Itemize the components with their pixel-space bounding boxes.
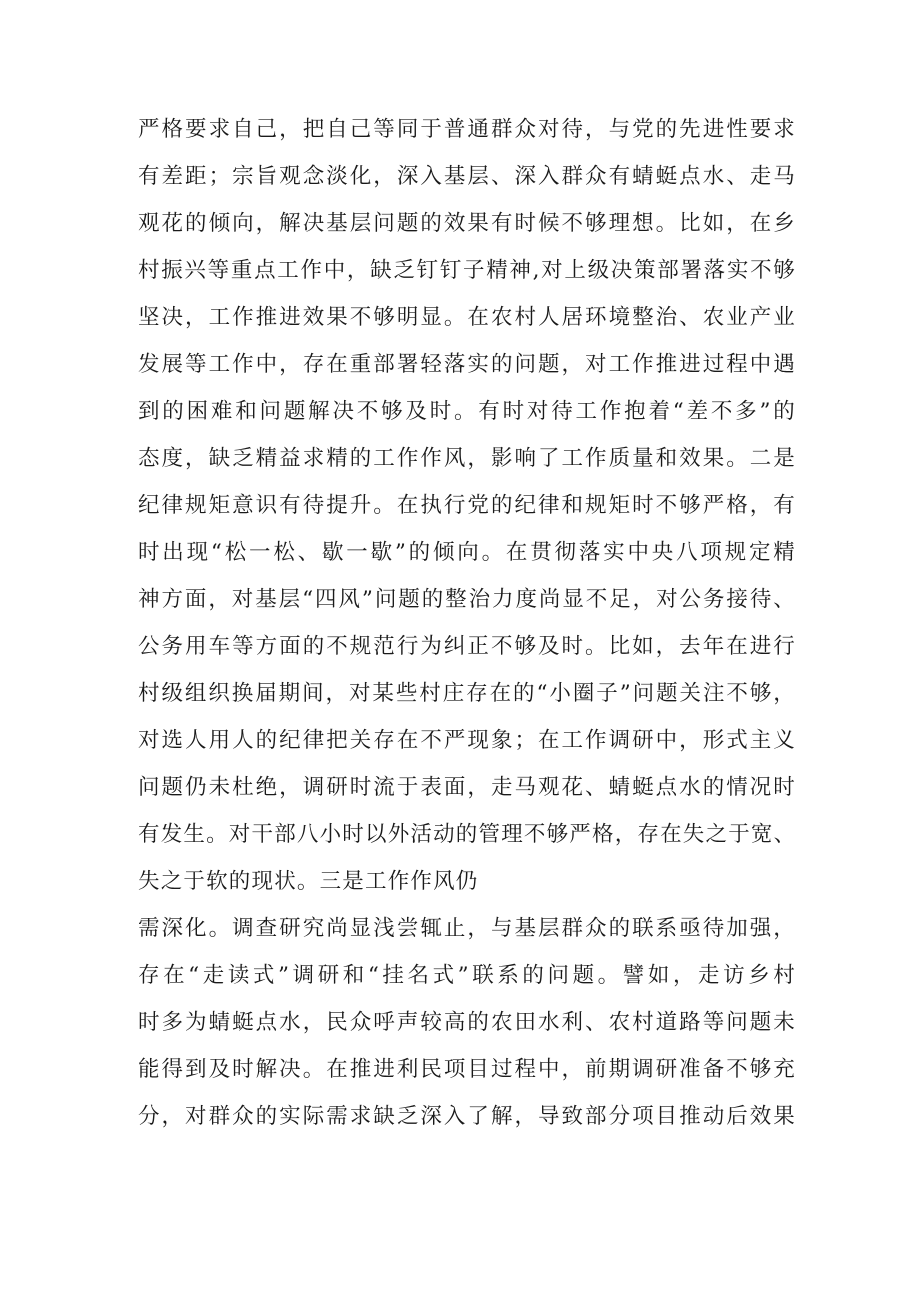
- text-line-18: 需深化。调查研究尚显浅尝辄止，与基层群众的联系亟待加强，: [138, 916, 796, 941]
- text-line-4: 村振兴等重点工作中，缺乏钉钉子精神,对上级决策部署落实不够: [138, 258, 796, 283]
- text-line-9: 纪律规矩意识有待提升。在执行党的纪律和规矩时不够严格，有: [138, 493, 796, 518]
- text-line-15: 问题仍未杜绝，调研时流于表面，走马观花、蜻蜓点水的情况时: [138, 775, 796, 800]
- text-line-17: 失之于软的现状。三是工作作风仍: [138, 869, 479, 894]
- text-line-14: 对选人用人的纪律把关存在不严现象；在工作调研中，形式主义: [138, 728, 796, 753]
- text-line-7: 到的困难和问题解决不够及时。有时对待工作抱着“差不多”的: [138, 399, 796, 424]
- text-line-12: 公务用车等方面的不规范行为纠正不够及时。比如，去年在进行: [138, 634, 796, 659]
- text-line-13: 村级组织换届期间，对某些村庄存在的“小圈子”问题关注不够，: [138, 681, 796, 706]
- text-line-22: 分，对群众的实际需求缺乏深入了解，导致部分项目推动后效果: [138, 1104, 796, 1129]
- text-line-21: 能得到及时解决。在推进利民项目过程中，前期调研准备不够充: [138, 1057, 796, 1082]
- text-line-8: 态度，缺乏精益求精的工作作风，影响了工作质量和效果。二是: [138, 446, 796, 471]
- text-line-20: 时多为蜻蜓点水，民众呼声较高的农田水利、农村道路等问题未: [138, 1010, 796, 1035]
- text-line-11: 神方面，对基层“四风”问题的整治力度尚显不足，对公务接待、: [138, 587, 796, 612]
- text-line-10: 时出现“松一松、歇一歇”的倾向。在贯彻落实中央八项规定精: [138, 540, 796, 565]
- body-text: [138, 106, 818, 1140]
- text-line-5: 坚决，工作推进效果不够明显。在农村人居环境整治、农业产业: [138, 305, 796, 330]
- text-line-6: 发展等工作中，存在重部署轻落实的问题，对工作推进过程中遇: [138, 352, 796, 377]
- text-line-3: 观花的倾向，解决基层问题的效果有时候不够理想。比如，在乡: [138, 211, 796, 236]
- text-line-19: 存在“走读式”调研和“挂名式”联系的问题。譬如，走访乡村: [138, 963, 796, 988]
- text-line-2: 有差距；宗旨观念淡化，深入基层、深入群众有蜻蜓点水、走马: [138, 164, 796, 189]
- text-line-1: 严格要求自己，把自己等同于普通群众对待，与党的先进性要求: [138, 117, 796, 142]
- text-line-16: 有发生。对干部八小时以外活动的管理不够严格，存在失之于宽、: [138, 822, 797, 847]
